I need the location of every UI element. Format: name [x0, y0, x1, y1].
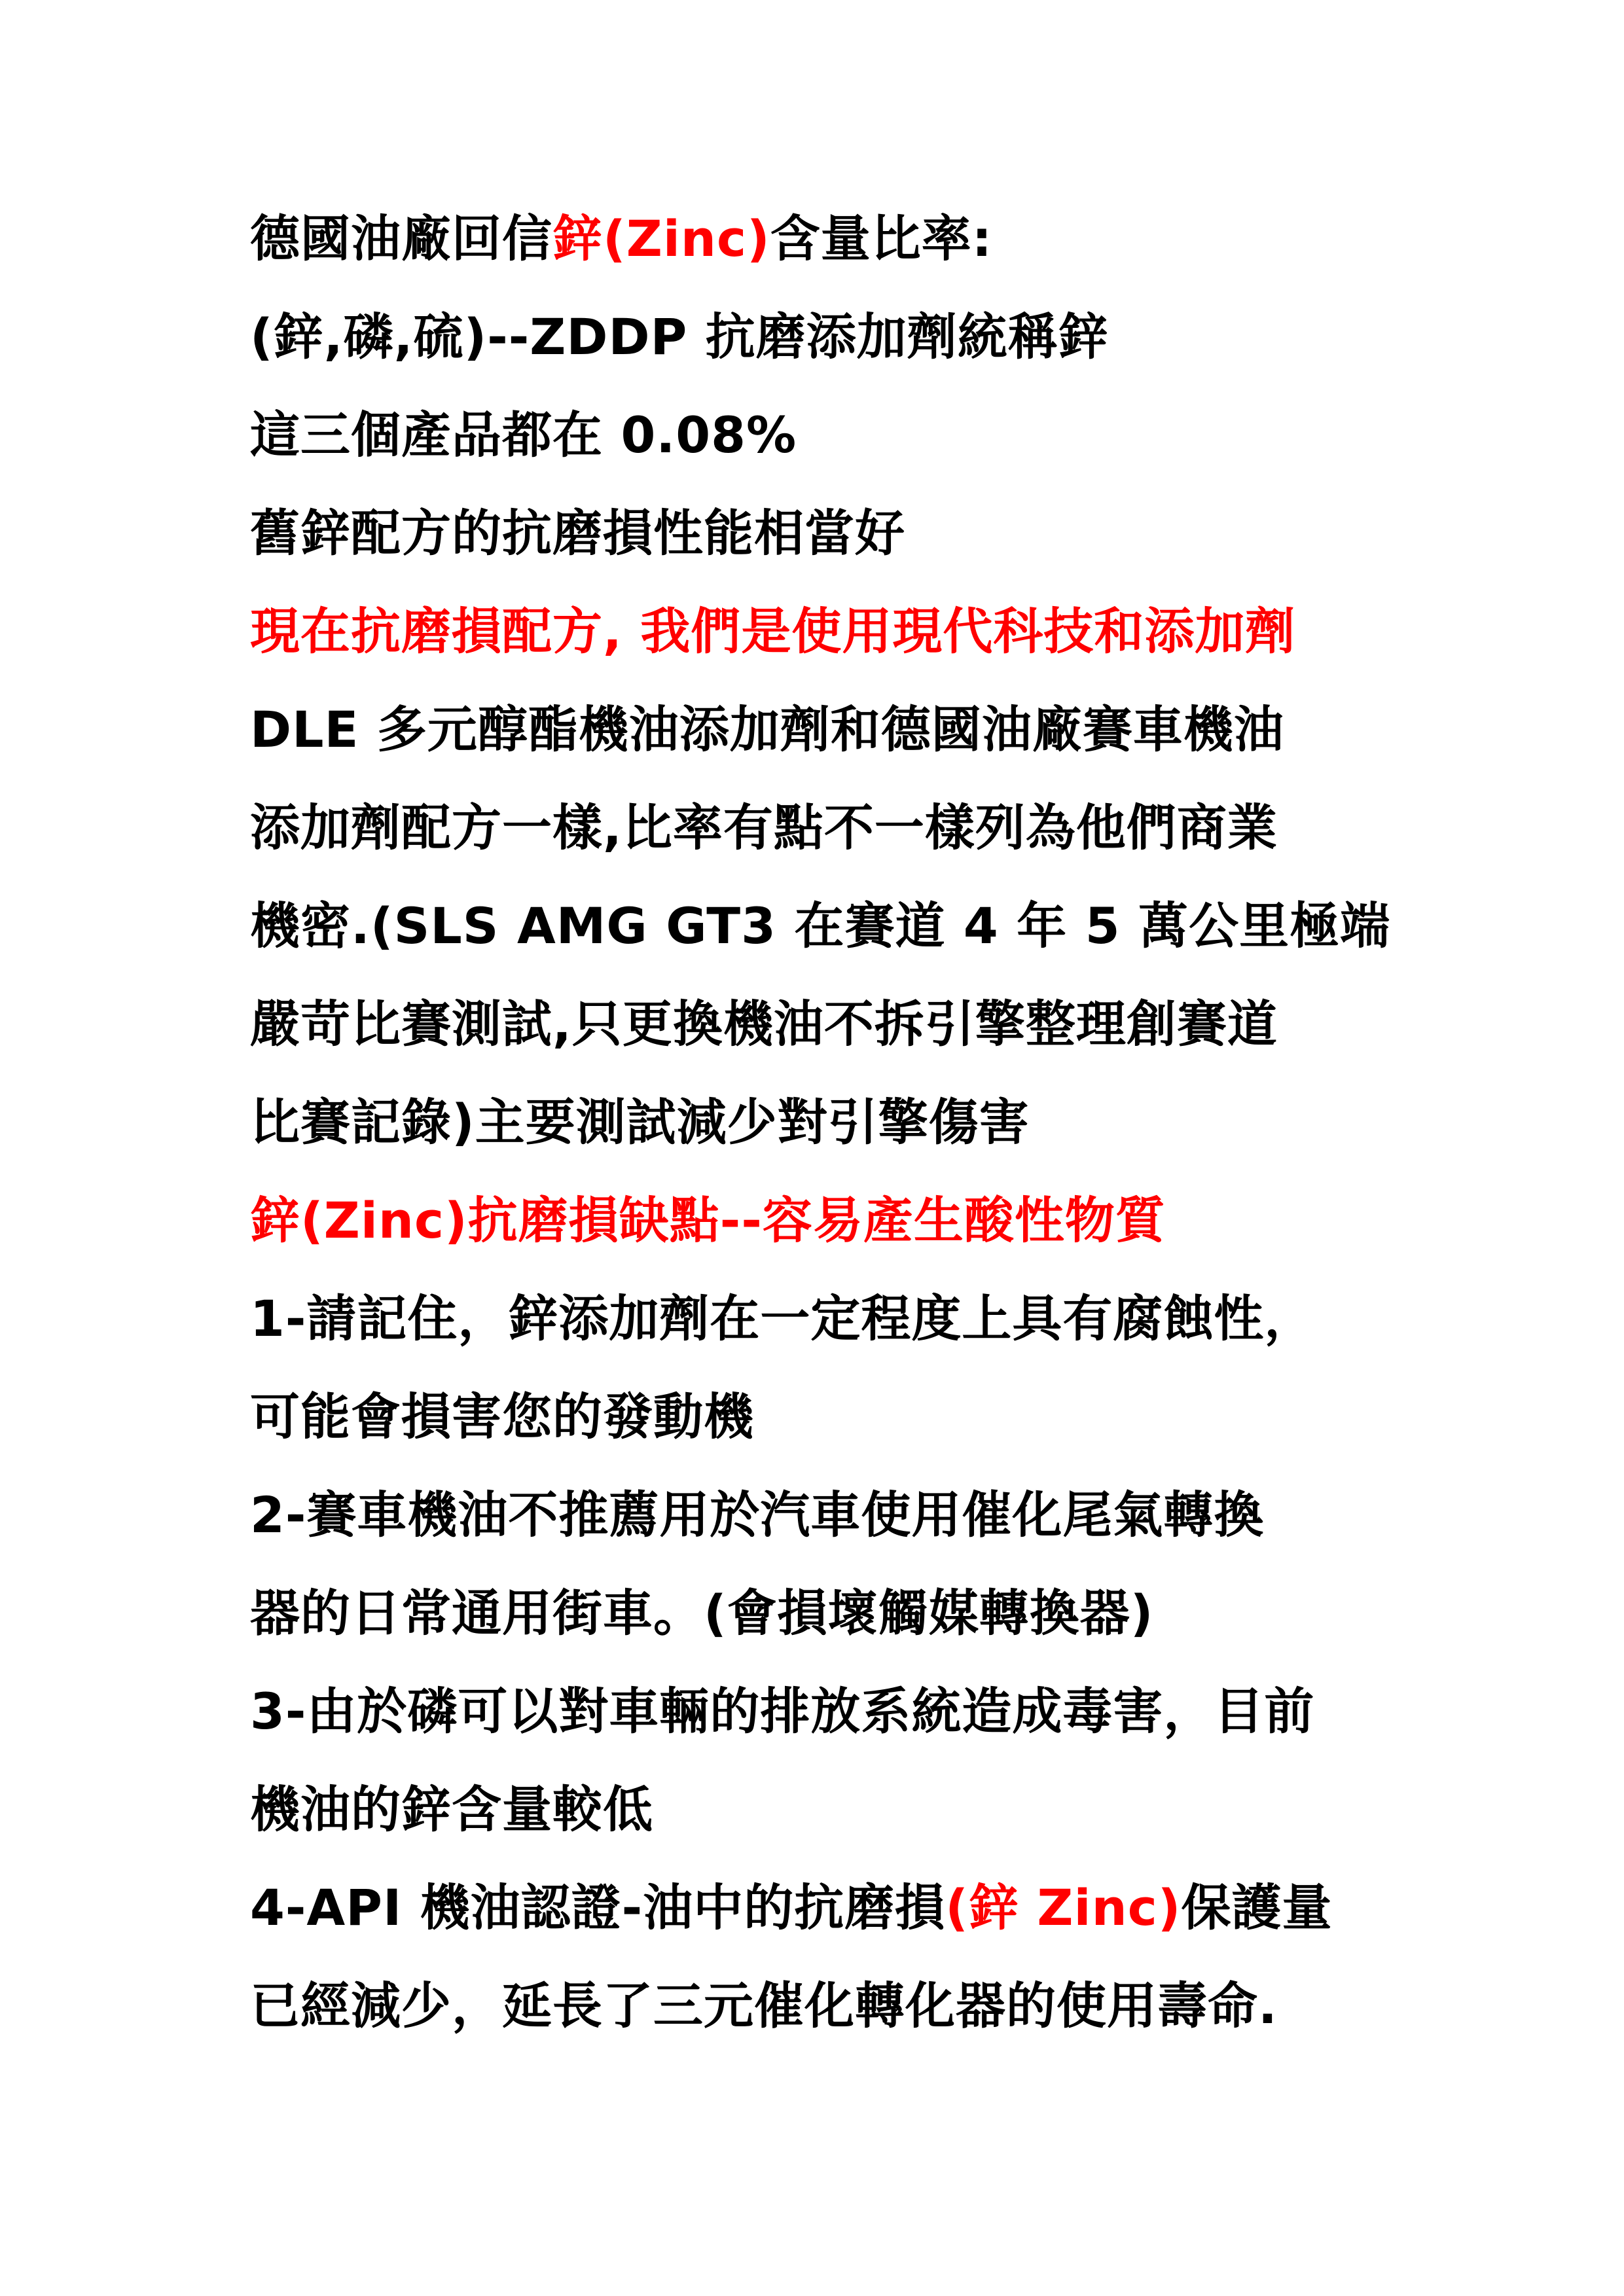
- text-segment: 德國油廠回信: [250, 209, 552, 268]
- text-line-19: 已經減少，延長了三元催化轉化器的使用壽命.: [250, 1977, 1278, 2035]
- text-line-12: 1-請記住，鋅添加劑在一定程度上具有腐蝕性，: [250, 1289, 1315, 1348]
- text-line-9: 嚴苛比賽測試,只更換機油不拆引擎整理創賽道: [250, 995, 1278, 1053]
- text-line-14: 2-賽車機油不推薦用於汽車使用催化尾氣轉換: [250, 1486, 1265, 1544]
- text-line-17: 機油的鋅含量較低: [250, 1780, 653, 1839]
- text-segment: 含量比率:: [770, 209, 993, 268]
- text-line-16: 3-由於磷可以對車輛的排放系統造成毒害，目前: [250, 1682, 1315, 1740]
- text-line-18: [250, 1859, 1494, 1957]
- text-segment: 4-API 機油認證-油中的抗磨損: [250, 1878, 946, 1937]
- highlight-line-5: 現在抗磨損配方, 我們是使用現代科技和添加劑: [250, 602, 1296, 660]
- text-line-4: 舊鋅配方的抗磨損性能相當好: [250, 504, 905, 562]
- document-body: [250, 190, 1494, 2055]
- text-line-10: 比賽記錄)主要測試減少對引擎傷害: [250, 1093, 1030, 1151]
- highlight-line-11: 鋅(Zinc)抗磨損缺點--容易產生酸性物質: [250, 1191, 1166, 1249]
- text-line-7: 添加劑配方一樣,比率有點不一樣列為他們商業: [250, 798, 1278, 857]
- text-line-1: [250, 190, 1494, 288]
- text-line-6: DLE 多元醇酯機油添加劑和德國油廠賽車機油: [250, 700, 1284, 759]
- text-line-8: 機密.(SLS AMG GT3 在賽道 4 年 5 萬公里極端: [250, 897, 1391, 955]
- text-line-13: 可能會損害您的發動機: [250, 1388, 754, 1446]
- text-line-2: (鋅,磷,硫)--ZDDP 抗磨添加劑統稱鋅: [250, 308, 1109, 366]
- text-line-15: 器的日常通用街車。(會損壞觸媒轉換器): [250, 1584, 1154, 1642]
- text-line-3: 這三個產品都在 0.08%: [250, 406, 797, 464]
- highlight-segment: (鋅 Zinc): [945, 1878, 1182, 1937]
- highlight-segment: 鋅(Zinc): [552, 209, 770, 268]
- text-segment: 保護量: [1181, 1878, 1333, 1937]
